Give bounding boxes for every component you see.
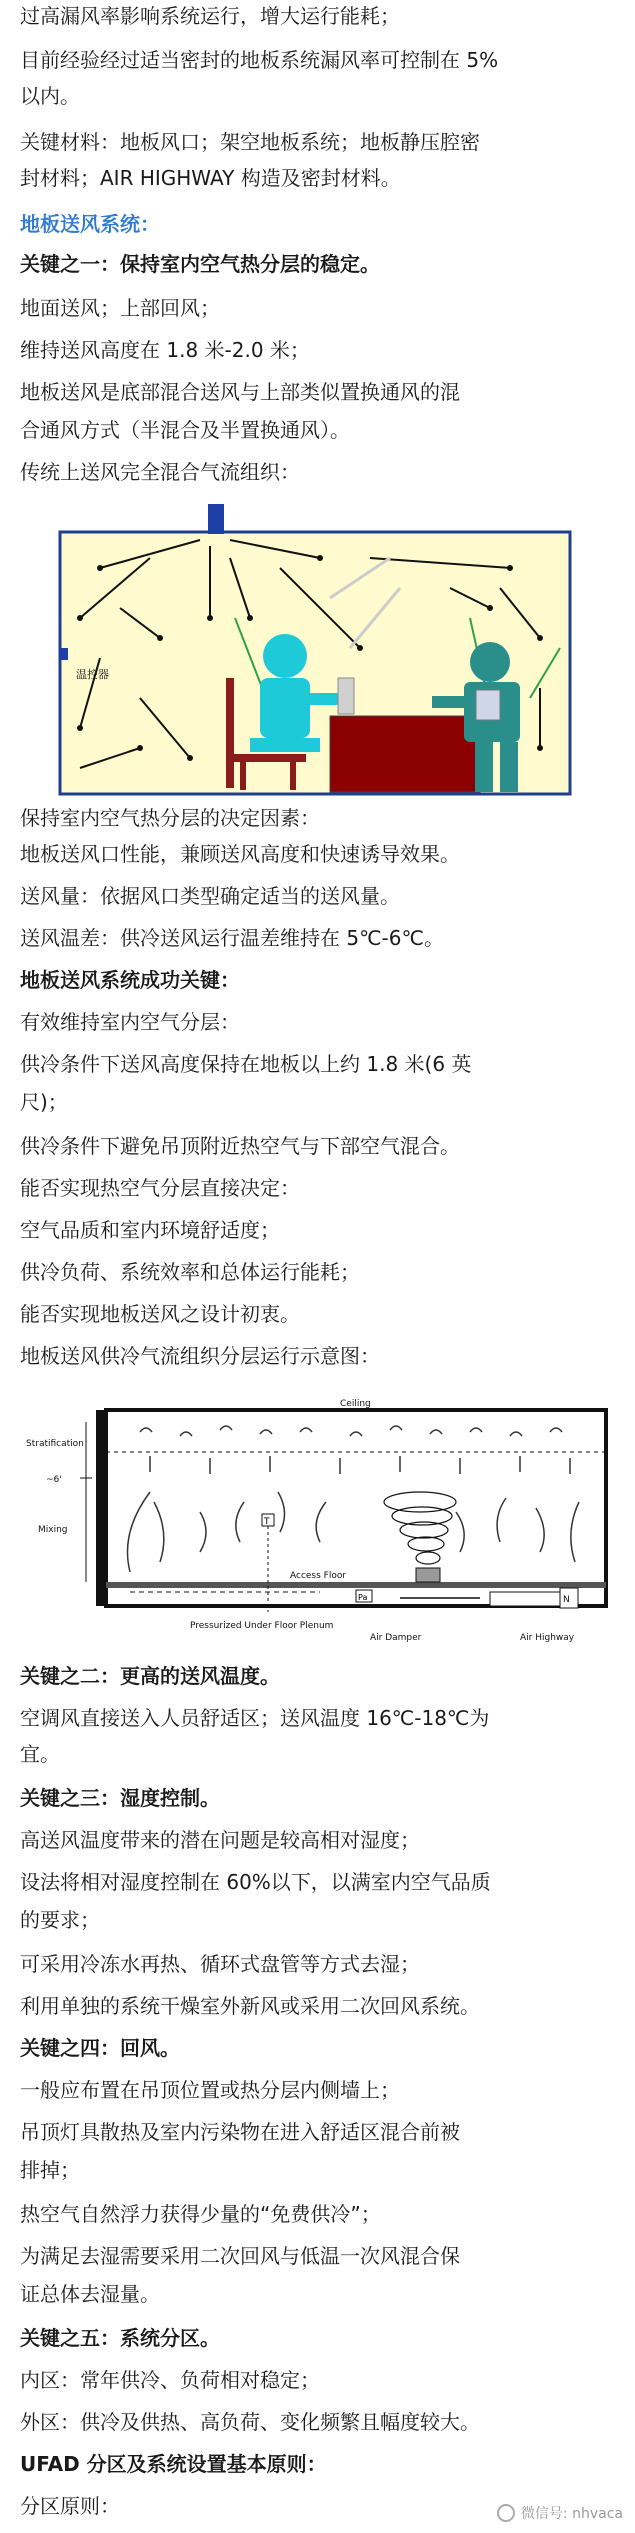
text-line: 空气品质和室内环境舒适度； <box>20 1218 280 1242</box>
text-line: 供冷条件下避免吊顶附近热空气与下部空气混合。 <box>20 1134 460 1158</box>
wechat-icon <box>497 2504 515 2522</box>
text-line: 供冷负荷、系统效率和总体运行能耗； <box>20 1260 360 1284</box>
key-heading: 地板送风系统成功关键： <box>20 968 240 992</box>
mixing-ventilation-figure <box>20 498 580 798</box>
text-line: 地板送风供冷气流组织分层运行示意图： <box>20 1344 380 1368</box>
text-line: 有效维持室内空气分层： <box>20 1010 240 1034</box>
svg-text:T: T <box>264 1517 270 1527</box>
text-line: 尺)； <box>20 1090 68 1114</box>
text-line: 排掉； <box>20 2158 80 2182</box>
text-line: 保持室内空气热分层的决定因素： <box>20 806 320 830</box>
stratified-airflow-arrows <box>140 1426 570 1474</box>
stratification-label: Stratification <box>26 1439 84 1449</box>
text-line: 封材料；AIR HIGHWAY 构造及密封材料。 <box>20 166 401 190</box>
svg-text:Pa: Pa <box>358 1593 368 1602</box>
text-line: 内区：常年供冷、负荷相对稳定； <box>20 2368 320 2392</box>
key-heading: 关键之五：系统分区。 <box>20 2326 220 2350</box>
text-line: 能否实现地板送风之设计初衷。 <box>20 1302 300 1326</box>
key-heading: UFAD 分区及系统设置基本原则： <box>20 2452 327 2476</box>
mixing-label: Mixing <box>38 1525 68 1535</box>
text-line: 以内。 <box>20 84 80 108</box>
text-line: 吊顶灯具散热及室内污染物在进入舒适区混合前被 <box>20 2120 460 2144</box>
text-line: 过高漏风率影响系统运行，增大运行能耗； <box>20 4 400 28</box>
text-line: 维持送风高度在 1.8 米-2.0 米； <box>20 338 310 362</box>
height-label: ~6' <box>46 1475 62 1485</box>
heat-plume-swirl <box>384 1492 456 1564</box>
heat-source <box>416 1568 440 1582</box>
text-line: 设法将相对湿度控制在 60%以下，以满室内空气品质 <box>20 1870 491 1894</box>
text-line: 传统上送风完全混合气流组织： <box>20 460 300 484</box>
text-line: 分区原则： <box>20 2494 120 2518</box>
text-line: 外区：供冷及供热、高负荷、变化频繁且幅度较大。 <box>20 2410 480 2434</box>
air-damper-label: Air Damper <box>370 1633 422 1643</box>
text-line: 利用单独的系统干燥室外新风或采用二次回风系统。 <box>20 1994 480 2018</box>
air-handler-label: N <box>563 1595 570 1605</box>
room-outline <box>106 1410 606 1606</box>
thermostat-sensor <box>262 1514 274 1612</box>
text-line: 送风温差：供冷送风运行温差维持在 5℃-6℃。 <box>20 926 444 950</box>
pressure-sensor <box>356 1590 372 1602</box>
key-heading: 关键之三：湿度控制。 <box>20 1786 220 1810</box>
desk-icon <box>330 716 480 792</box>
text-line: 关键材料：地板风口；架空地板系统；地板静压腔密 <box>20 130 480 154</box>
text-line: 合通风方式（半混合及半置换通风）。 <box>20 418 350 442</box>
text-line: 地面送风；上部回风； <box>20 296 220 320</box>
ceiling-diffuser <box>208 504 224 534</box>
text-line: 地板送风口性能，兼顾送风高度和快速诱导效果。 <box>20 842 460 866</box>
text-line: 宜。 <box>20 1742 60 1766</box>
access-floor-slab <box>106 1582 606 1588</box>
ufad-stratification-figure <box>20 1382 620 1652</box>
thermostat-label: 温控器 <box>76 668 109 681</box>
air-highway-duct <box>490 1592 560 1606</box>
ceiling-label: Ceiling <box>340 1399 371 1409</box>
key-heading: 关键之四：回风。 <box>20 2036 180 2060</box>
text-line: 供冷条件下送风高度保持在地板以上约 1.8 米(6 英 <box>20 1052 472 1076</box>
text-line: 一般应布置在吊顶位置或热分层内侧墙上； <box>20 2078 400 2102</box>
key-heading: 关键之一：保持室内空气热分层的稳定。 <box>20 252 380 276</box>
key-heading: 关键之二：更高的送风温度。 <box>20 1664 280 1688</box>
watermark-text: 微信号: nhvaca <box>520 2506 623 2522</box>
text-line: 热空气自然浮力获得少量的“免费供冷”； <box>20 2202 381 2226</box>
left-wall <box>96 1410 104 1606</box>
text-line: 高送风温度带来的潜在问题是较高相对湿度； <box>20 1828 420 1852</box>
text-line: 的要求； <box>20 1908 100 1932</box>
text-line: 为满足去湿需要采用二次回风与低温一次风混合保 <box>20 2244 460 2268</box>
text-line: 目前经验经过适当密封的地板系统漏风率可控制在 5% <box>20 48 499 72</box>
plenum-label: Pressurized Under Floor Plenum <box>190 1621 334 1631</box>
text-line: 空调风直接送入人员舒适区；送风温度 16℃-18℃为 <box>20 1706 490 1730</box>
text-line: 地板送风是底部混合送风与上部类似置换通风的混 <box>20 380 460 404</box>
text-line: 能否实现热空气分层直接决定： <box>20 1176 300 1200</box>
section-heading: 地板送风系统： <box>20 212 160 236</box>
access-floor-label: Access Floor <box>290 1571 347 1581</box>
wechat-watermark <box>497 2503 623 2523</box>
text-line: 送风量：依据风口类型确定适当的送风量。 <box>20 884 400 908</box>
text-line: 可采用冷冻水再热、循环式盘管等方式去湿； <box>20 1952 420 1976</box>
air-highway-label: Air Highway <box>520 1633 575 1643</box>
text-line: 证总体去湿量。 <box>20 2282 160 2306</box>
mixing-airflow-arrows <box>128 1492 580 1572</box>
thermostat-icon <box>60 648 68 660</box>
